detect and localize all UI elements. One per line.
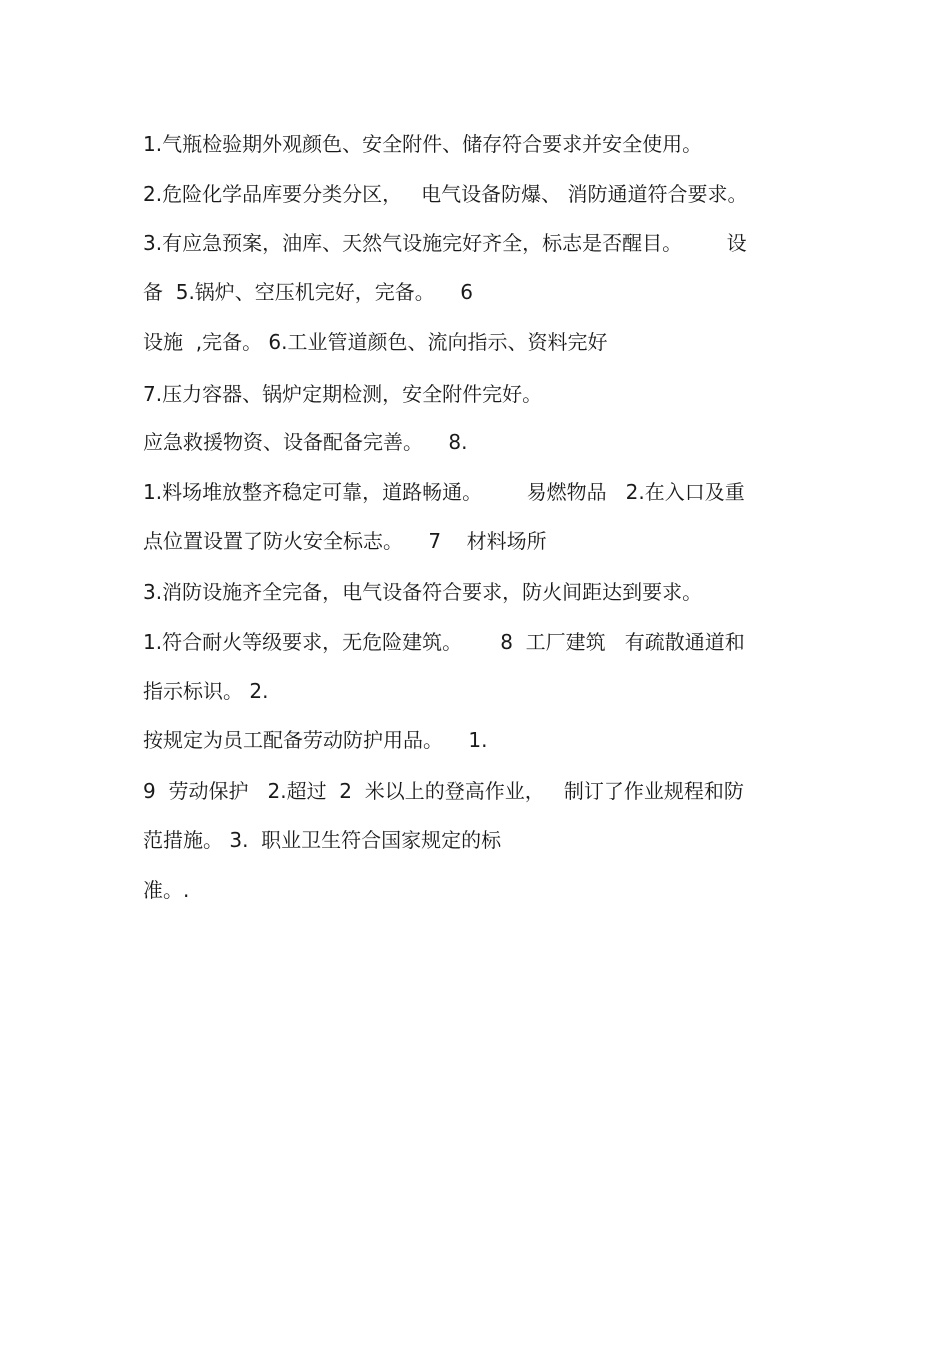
text-line: 1.符合耐火等级要求，无危险建筑。 8 工厂建筑 有疏散通道和 [143, 630, 745, 654]
text-line: 准。. [143, 878, 190, 902]
text-line: 7.压力容器、锅炉定期检测，安全附件完好。 [143, 382, 543, 406]
text-line: 按规定为员工配备劳动防护用品。 1. [143, 728, 488, 752]
text-line: 备 5.锅炉、空压机完好，完备。 6 [143, 280, 473, 304]
text-line: 点位置设置了防火安全标志。 7 材料场所 [143, 529, 547, 553]
text-line: 1.气瓶检验期外观颜色、安全附件、储存符合要求并安全使用。 [143, 132, 703, 156]
text-line: 指示标识。 2. [143, 679, 269, 703]
text-line: 3.有应急预案，油库、天然气设施完好齐全，标志是否醒目。 设 [143, 231, 747, 255]
text-line: 设施 ,完备。 6.工业管道颜色、流向指示、资料完好 [143, 330, 608, 354]
text-line: 9 劳动保护 2.超过 2 米以上的登高作业， 制订了作业规程和防 [143, 779, 744, 803]
text-line: 1.料场堆放整齐稳定可靠，道路畅通。 易燃物品 2.在入口及重 [143, 480, 745, 504]
text-line: 3.消防设施齐全完备，电气设备符合要求，防火间距达到要求。 [143, 580, 703, 604]
text-line: 范措施。 3. 职业卫生符合国家规定的标 [143, 828, 502, 852]
text-line: 应急救援物资、设备配备完善。 8. [143, 430, 468, 454]
text-line: 2.危险化学品库要分类分区， 电气设备防爆、 消防通道符合要求。 [143, 182, 748, 206]
